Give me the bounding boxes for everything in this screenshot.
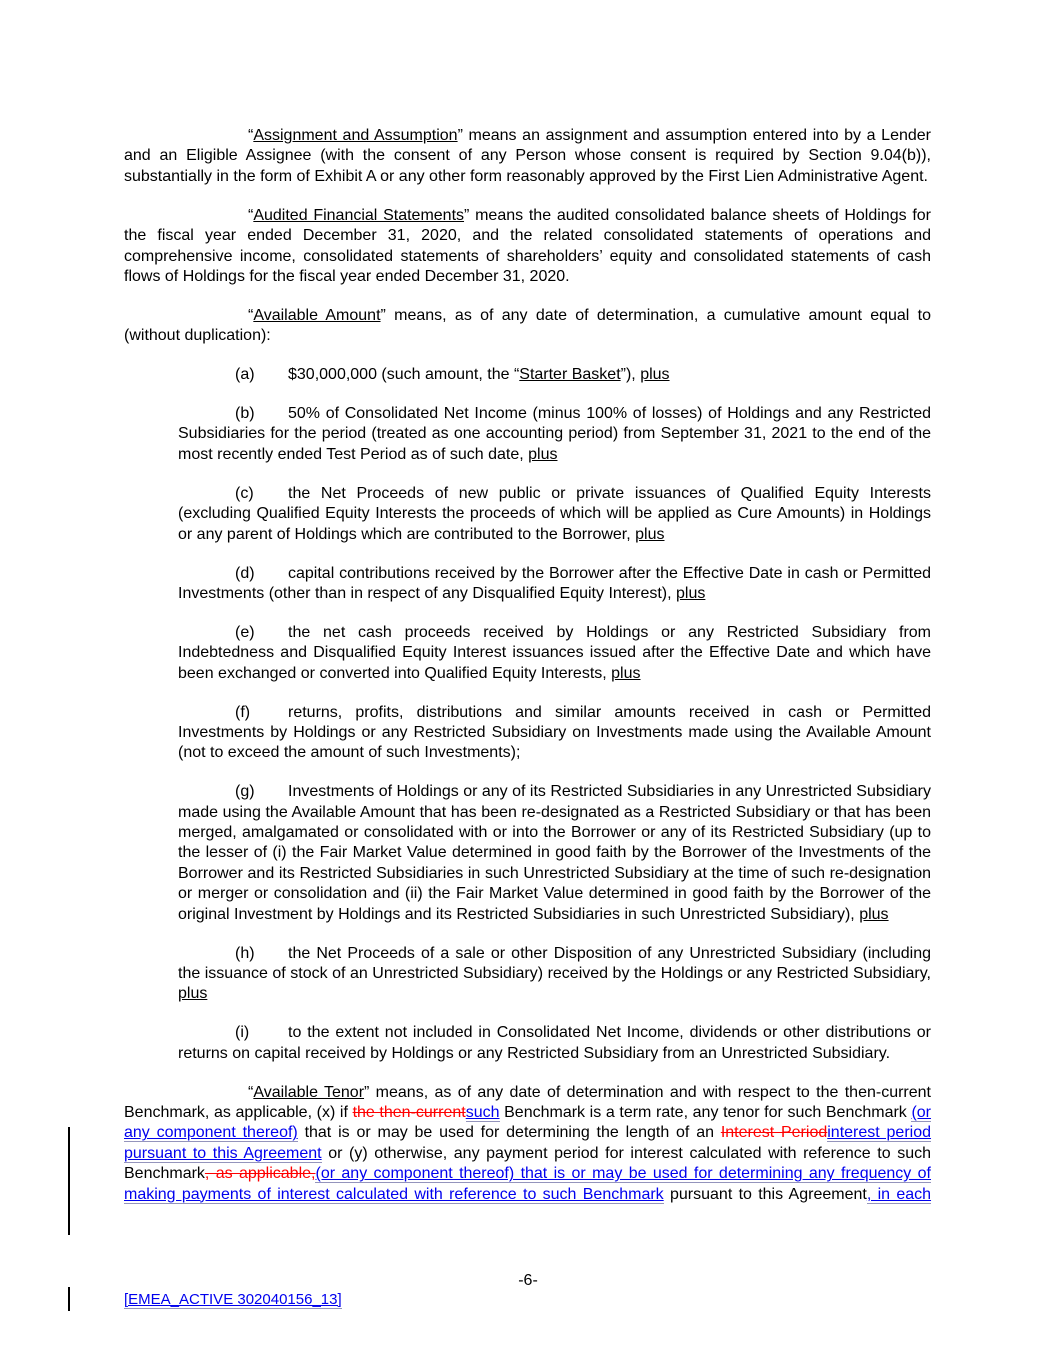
clause-paragraph [178,944,931,1005]
text-run: “ [248,1083,254,1101]
text-run: returns, profits, distributions and similar amounts received in cash or Permitted Investments by Holdings or any Restricted Subsidiary on Investments made using the Available Amount (not to exceed the amount of such Investments); [178,703,931,762]
document-body [124,126,931,1205]
defined-term: plus [676,584,706,602]
document-id-footer: [EMEA_ACTIVE 302040156_13] [124,1291,342,1308]
inserted-text: interest period pursuant to this Agreement [124,1124,932,1162]
defined-term: Assignment and Assumption [253,127,458,144]
clause-paragraph [178,703,931,764]
defined-term: Audited Financial Statements [253,206,465,224]
defined-term: plus [611,664,641,682]
clause-paragraph [178,484,931,545]
inserted-text: (or any component thereof) that is or may be used for determining any frequency of making payments of interest calculated with reference to such Benchmark [124,1165,931,1203]
clause-marker: (c) [235,484,254,502]
deleted-text: the then-current [352,1104,466,1122]
definition-paragraph [124,126,931,187]
clause-marker: (b) [235,405,255,423]
defined-term: Available Amount [253,306,381,324]
text-run: Investments of Holdings or any of its Restricted Subsidiaries in any Unrestricted Subsidiary made using the Available Amount that has been re-designated as a Restricted Subsidiary or that has been merged, amalgamated or consolidated with or into the Borrower or any of its Restricted Subsidiary (up to the lesser of (i) the Fair Market Value determined in good faith by the Borrower of the Investments of the Borrower and its Restricted Subsidiaries in such Unrestricted Subsidiary at the time of such re-designation or merger or consolidation and (ii) the Fair Market Value determined in good faith by the Borrower of the original Investment by Holdings and its Restricted Subsidiaries in such Unrestricted Subsidiary), [178,783,931,923]
defined-term: plus [528,445,558,463]
inserted-text: such [465,1104,500,1122]
clause-marker: (f) [235,703,251,721]
text-run: 50% of Consolidated Net Income (minus 100% of losses) of Holdings and any Restricted Subsidiaries for the period (treated as one accounting period) from September 31, 2021 to the end of the most recently ended Test Period as of such date, [178,405,931,463]
revision-change-bar-footer [68,1287,70,1311]
defined-term: Available Tenor [253,1083,365,1101]
clause-paragraph [178,782,931,925]
clause-marker: (g) [235,783,255,801]
inserted-text: (or any component thereof) [124,1104,931,1142]
clause-paragraph [178,404,931,465]
text-run: capital contributions received by the Borrower after the Effective Date in cash or Permitted Investments (other than in respect of any Disqualified Equity Interest), [178,564,931,602]
text-run: pursuant to this Agreement [663,1185,867,1203]
text-run: “ [248,306,254,324]
text-run: ” means an assignment and assumption entered into by a Lender and an Eligible Assignee (with the consent of any Person whose consent is required by Section 9.04(b)), substantially in the form of Exhibit A or any other form reasonably approved by the First Lien Administrative Agent. [124,127,931,185]
clause-marker: (d) [235,564,255,582]
definition-paragraph [124,306,931,347]
text-run: the Net Proceeds of new public or private issuances of Qualified Equity Interests (excluding Qualified Equity Interests the proceeds of which will be applied as Cure Amounts) in Holdings or any parent of Holdings which are contributed to the Borrower, [178,484,931,543]
clause-marker: (e) [235,623,255,641]
clause-marker: (a) [235,366,255,384]
text-run: ” means the audited consolidated balance sheets of Holdings for the fiscal year ended December 31, 2020, and the related consolidated statements of operations and comprehensive income, consolidated statements of shareholders’ equity and consolidated statements of cash flows of Holdings for the fiscal year ended December 31, 2020. [124,206,931,285]
defined-term: plus [859,905,889,923]
text-run: to the extent not included in Consolidated Net Income, dividends or other distributions or returns on capital received by Holdings or any Restricted Subsidiary from an Unrestricted Subsidiary. [178,1024,931,1062]
deleted-text: , as applicable, [204,1165,316,1183]
definition-paragraph [124,1083,931,1205]
defined-term: plus [640,366,670,384]
text-run: that is or may be used for determining the length of an [297,1124,721,1142]
text-run: the Net Proceeds of a sale or other Disposition of any Unrestricted Subsidiary (including the issuance of stock of an Unrestricted Subsidiary) received by the Holdings or any Restricted Subsidiary, [178,944,931,982]
page-number: -6- [518,1272,538,1289]
clause-paragraph [178,564,931,605]
clause-paragraph [178,623,931,684]
inserted-text: , in each [866,1185,932,1203]
clause-paragraph [178,365,931,385]
text-run: or (y) otherwise, any payment period for interest calculated with reference to such Benchmark [124,1144,932,1183]
text-run: $30,000,000 (such amount, the “ [288,366,520,384]
deleted-text: Interest Period [720,1124,828,1142]
defined-term: plus [178,985,208,1003]
text-run: ”), [620,366,641,384]
defined-term: plus [635,525,665,543]
text-run: ” means, as of any date of determination and with respect to the then-current Benchmark, as applicable, (x) if [124,1083,931,1122]
text-run: “ [248,127,254,144]
text-run: Benchmark is a term rate, any tenor for such Benchmark [499,1104,912,1122]
text-run: the net cash proceeds received by Holdings or any Restricted Subsidiary from Indebtedness and Disqualified Equity Interest issuances issued after the Effective Date and which have been exchanged or converted into Qualified Equity Interests, [178,623,931,682]
revision-change-bar [68,1127,70,1235]
clause-marker: (h) [235,944,255,962]
clause-marker: (i) [235,1024,250,1042]
clause-paragraph [178,1023,931,1064]
text-run: “ [248,206,254,224]
text-run: ” means, as of any date of determination, a cumulative amount equal to (without duplication): [124,306,932,345]
definition-paragraph [124,206,931,288]
defined-term: Starter Basket [519,366,621,384]
